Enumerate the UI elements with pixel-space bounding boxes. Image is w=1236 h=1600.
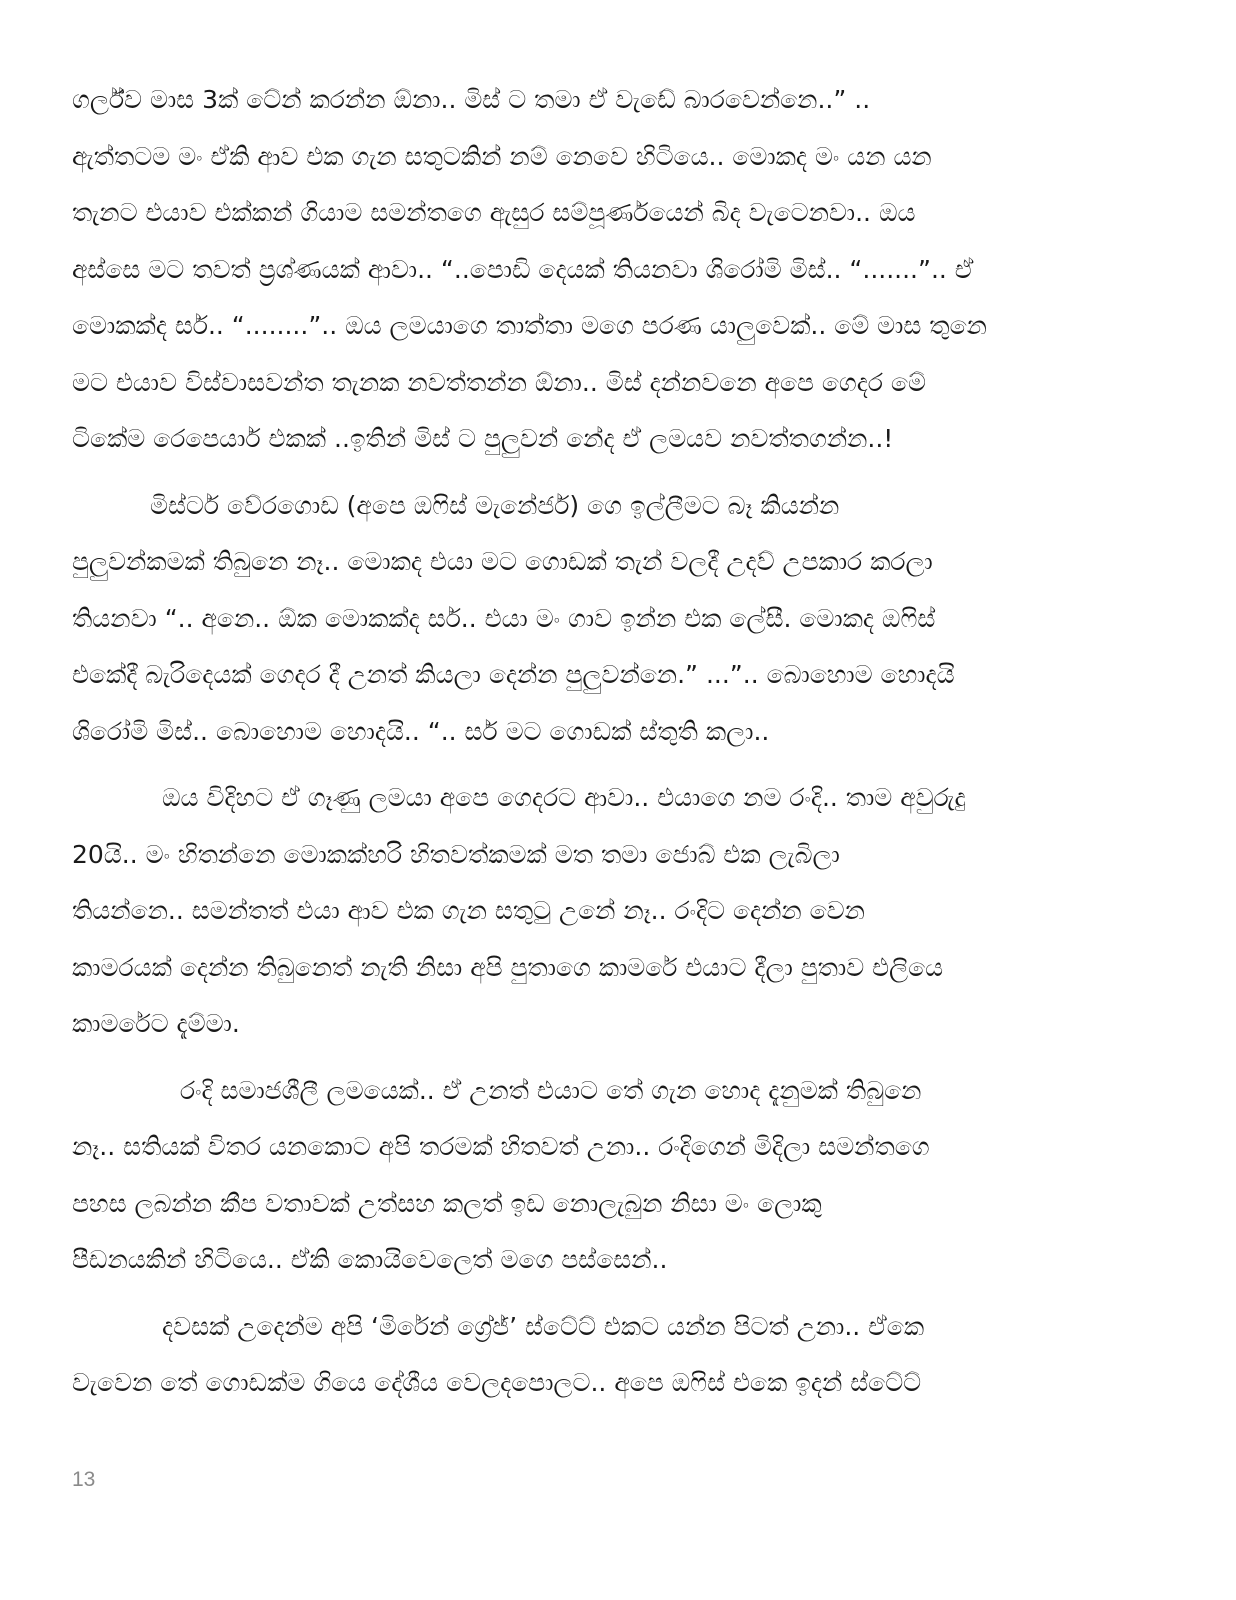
text-line: ශිරෝමි මිස්.. බොහොම හොදයි.. “.. සර් මට ගොඩක් ස්තුති කලා..	[72, 716, 770, 746]
text-line: තියන්නෙ.. සමන්තත් එයා ආව එක ගැන සතුටු උනේ නෑ.. රංදිට දෙන්න වෙන	[72, 896, 865, 925]
text-line: ඇත්තටම මං ඒකි ආව එක ගැන සතුටකින් නම් නෙවෙ හිටියෙ.. මොකද මං යන යන	[72, 141, 932, 171]
text-line: මිස්ටර් වේරගොඩ (අපෙ ඔෆිස් මැනේජර්) ගෙ ඉල්ලීමට බෑ කියන්න	[150, 490, 840, 520]
text-line: පුලුවන්කමක් තිබුනෙ නෑ.. මොකද එයා මට ගොඩක් තැන් වලදී උදව් උපකාර කරලා	[72, 547, 933, 576]
paragraph-3	[72, 770, 1164, 1053]
text-line: පීඩනයකින් හිටියෙ.. ඒකි කොයිවෙලෙත් මගෙ පස්සෙන්..	[72, 1245, 668, 1274]
text-line: ඔය විදිහට ඒ ගෑණු ලමයා අපෙ ගෙදරට ආවා.. එයාගෙ නම රංදි.. තාම අවුරුදු	[162, 783, 966, 812]
text-line: තියනවා “.. අනෙ.. ඕක මොකක්ද සර්.. එයා මං ගාව ඉන්න එක ලේසී. මොකද ඔෆිස්	[72, 603, 936, 633]
text-line: ගර්ල්ව මාස 3ක් ටේන් කරන්න ඕනා.. මිස් ට තමා ඒ වැඩේ බාරවෙන්නෙ..” ..	[72, 85, 871, 114]
text-line: තැනට එයාව එක්කන් ගියාම සමන්තගෙ ඇසුර සම්පූර්ණයෙන් බිද වැටෙනවා.. ඔය	[72, 198, 916, 227]
text-line: නෑ.. සතියක් විතර යනකොට අපි තරමක් හිතවත් උනා.. රංදිගෙන් මිදිලා සමන්තගෙ	[72, 1132, 930, 1161]
text-line: අස්සෙ මට තවත් ප්‍රශ්ණයක් ආවා.. “..පොඩි දෙයක් තියනවා ශිරෝමි මිස්.. “.......”.. ඒ	[72, 254, 974, 284]
text-line: මොකක්ද සර්.. “........”.. ඔය ලමයාගෙ තාත්තා මගෙ පරණ යාලුවෙක්.. මේ මාස තුනෙ	[72, 311, 987, 340]
paragraph-1	[72, 72, 1164, 468]
text-line: ටිකේම රෙපෙයාර් එකක් ..ඉතින් මිස් ට පුලුවන් නේද ඒ ලමයව නවත්තගන්න..!	[72, 424, 894, 453]
text-line: වැවෙන තේ ගොඩක්ම ගියෙ දේශීය වෙලදපොලට.. අපෙ ඔෆිස් එකෙ ඉදන් ස්ටේට්	[72, 1368, 922, 1397]
paragraph-4	[72, 1063, 1164, 1289]
text-line: දවසක් උදෙන්ම අපි ‘මිරේන් ග්‍රේජ්’ ස්ටේට් එකට යන්න පිටත් උනා.. ඒකෙ	[162, 1311, 925, 1341]
paragraph-5	[72, 1299, 1164, 1412]
text-line: 20යි.. මං හිතන්නෙ මොකක්හරි හිතවත්කමක් මත තමා ජොබ් එක ලැබිලා	[72, 839, 840, 869]
text-line: කාමරයක් දෙන්න තිබුනෙත් නැති නිසා අපි පුතාගෙ කාමරේ එයාට දීලා පුතාව එලියෙ	[72, 952, 944, 982]
page-number: 13	[72, 1468, 96, 1491]
text-line: එකේදී බැරිදෙයක් ගෙදර දී උනත් කියලා දෙන්න පුලුවන්නෙ.” ...”.. බොහොම හොදයි	[72, 660, 955, 689]
text-line: කාමරේට දැම්මා.	[72, 1009, 240, 1038]
text-line: රංදි සමාජශීලී ලමයෙක්.. ඒ උනත් එයාට තේ ගැන හොද දැනුමක් තිබුනෙ	[180, 1075, 922, 1105]
body-text	[72, 72, 1164, 1412]
text-line: පහස ලබන්න කීප වතාවක් උත්සහ කලත් ඉඩ නොලැබුන නිසා මං ලොකු	[72, 1188, 822, 1218]
paragraph-2	[72, 478, 1164, 761]
text-line: මට එයාව විස්වාසවන්ත තැනක නවත්තන්න ඕනා.. මිස් දන්නවනෙ අපෙ ගෙදර මේ	[72, 367, 926, 397]
